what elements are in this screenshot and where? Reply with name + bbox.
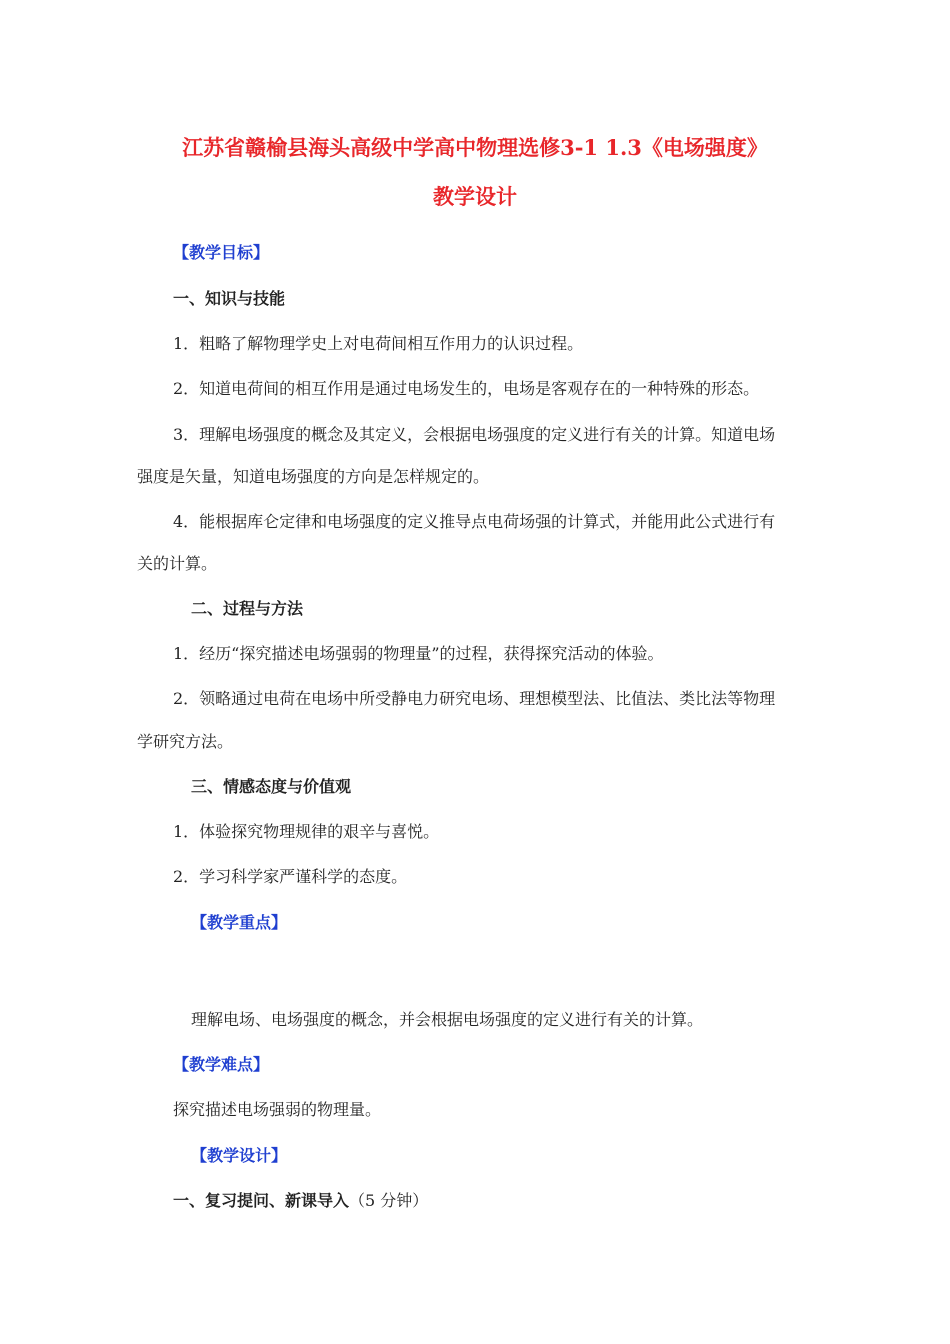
process-item-2-line-2: 学研究方法。 [137,732,234,751]
document-title-line-1: 江苏省赣榆县海头高级中学高中物理选修3-1 1.3《电场强度》 [182,135,768,160]
emotion-item-2: 2．学习科学家严谨科学的态度。 [173,867,408,886]
knowledge-item-4-line-2: 关的计算。 [137,554,218,573]
knowledge-item-1: 1．粗略了解物理学史上对电荷间相互作用力的认识过程。 [173,334,584,353]
knowledge-item-3-line-1: 3．理解电场强度的概念及其定义，会根据电场强度的定义进行有关的计算。知道电场 [173,425,776,444]
step-1-line [173,1190,428,1212]
difficulty-heading: 【教学难点】 [173,1055,270,1074]
difficulty-text: 探究描述电场强弱的物理量。 [173,1100,382,1119]
knowledge-item-2: 2．知道电荷间的相互作用是通过电场发生的，电场是客观存在的一种特殊的形态。 [173,379,760,398]
key-points-text: 理解电场、电场强度的概念，并会根据电场强度的定义进行有关的计算。 [191,1010,704,1029]
objectives-heading: 【教学目标】 [173,243,270,262]
process-item-1: 1．经历“探究描述电场强弱的物理量”的过程，获得探究活动的体验。 [173,644,664,663]
step-1-duration: （5 分钟） [349,1191,429,1210]
key-points-heading: 【教学重点】 [191,913,288,932]
step-1-heading: 一、复习提问、新课导入 [173,1191,350,1210]
emotion-item-1: 1．体验探究物理规律的艰辛与喜悦。 [173,822,440,841]
knowledge-item-3-line-2: 强度是矢量，知道电场强度的方向是怎样规定的。 [137,467,490,486]
design-heading: 【教学设计】 [191,1146,288,1165]
process-item-2-line-1: 2．领略通过电荷在电场中所受静电力研究电场、理想模型法、比值法、类比法等物理 [173,689,776,708]
knowledge-item-4-line-1: 4．能根据库仑定律和电场强度的定义推导点电荷场强的计算式，并能用此公式进行有 [173,512,776,531]
process-method-heading: 二、过程与方法 [191,599,304,618]
document-title-line-2: 教学设计 [433,184,517,209]
knowledge-skills-heading: 一、知识与技能 [173,289,286,308]
emotion-values-heading: 三、情感态度与价值观 [191,777,352,796]
